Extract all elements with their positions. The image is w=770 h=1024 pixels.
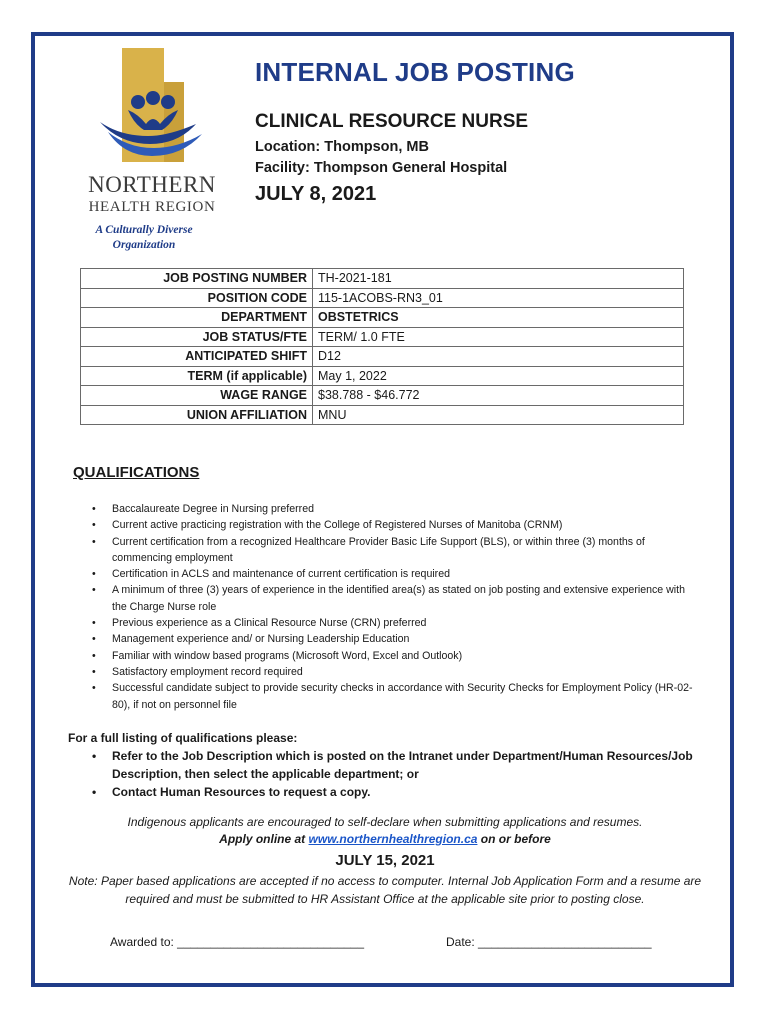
position-title: CLINICAL RESOURCE NURSE: [255, 111, 529, 132]
list-item: • Current active practicing registration with the College of Registered Nurses of Manitoba (CRNM): [92, 517, 702, 533]
table-row: ANTICIPATED SHIFT D12: [81, 347, 684, 367]
table-row: TERM (if applicable) May 1, 2022: [81, 366, 684, 386]
list-item: • Successful candidate subject to provide security checks in accordance with Security Checks for Employment Policy (HR-02-80), if not on personnel file: [92, 682, 693, 711]
table-row: DEPARTMENT OBSTETRICS: [81, 308, 684, 328]
table-row: JOB POSTING NUMBER TH-2021-181: [81, 269, 684, 289]
qualifications-list: [92, 501, 702, 713]
page-title: INTERNAL JOB POSTING: [255, 57, 575, 87]
logo-tagline: A Culturally Diverse Organization: [95, 224, 193, 251]
apply-link[interactable]: www.northernhealthregion.ca: [308, 832, 478, 846]
apply-online-line: Apply online at www.northernhealthregion.ca on or before: [219, 832, 551, 846]
manitoba-emblem-icon: [98, 44, 208, 172]
logo-name-line2: HEALTH REGION: [88, 199, 216, 215]
awarded-to-field: Awarded to: ____________________________: [110, 935, 365, 949]
table-row: WAGE RANGE $38.788 - $46.772: [81, 386, 684, 406]
list-item: • Contact Human Resources to request a copy.: [92, 785, 371, 799]
bullet-icon: •: [92, 633, 96, 646]
bullet-icon: •: [92, 568, 96, 581]
list-item: • Familiar with window based programs (Microsoft Word, Excel and Outlook): [92, 648, 702, 664]
bullet-icon: •: [92, 519, 96, 532]
bullet-icon: •: [92, 617, 96, 630]
list-item: • Baccalaureate Degree in Nursing preferred: [92, 501, 702, 517]
table-row: POSITION CODE 115-1ACOBS-RN3_01: [81, 288, 684, 308]
paper-application-note: Note: Paper based applications are accepted if no access to computer. Internal Job Application Form and a resume are required and must be submitted to HR Assistant Office at the applicable site prior to posting close.: [68, 874, 702, 906]
bullet-icon: •: [92, 535, 96, 548]
bullet-icon: •: [92, 682, 96, 695]
date-field: Date: __________________________: [446, 935, 652, 949]
list-item: • Current certification from a recognized Healthcare Provider Basic Life Support (BLS), or within three (3) months of commencing employment: [92, 535, 645, 564]
bullet-icon: •: [92, 584, 96, 597]
list-item: • Satisfactory employment record required: [92, 664, 702, 680]
indigenous-note: Indigenous applicants are encouraged to self-declare when submitting applications and resumes.: [127, 815, 643, 829]
list-item: • A minimum of three (3) years of experience in the identified area(s) as stated on job posting and extensive experience with the Charge Nurse role: [92, 584, 685, 613]
table-row: JOB STATUS/FTE TERM/ 1.0 FTE: [81, 327, 684, 347]
full-listing-intro: For a full listing of qualifications please:: [68, 731, 298, 745]
bullet-icon: •: [92, 749, 97, 763]
bullet-icon: •: [92, 785, 97, 799]
facility-text: Facility: Thompson General Hospital: [255, 160, 508, 176]
closing-date: JULY 15, 2021: [335, 852, 435, 869]
full-listing-list: [92, 747, 712, 801]
bullet-icon: •: [92, 649, 96, 662]
list-item: • Management experience and/ or Nursing Leadership Education: [92, 631, 702, 647]
list-item: • Previous experience as a Clinical Resource Nurse (CRN) preferred: [92, 615, 702, 631]
logo-name-line1: NORTHERN: [88, 172, 216, 197]
qualifications-heading: QUALIFICATIONS: [73, 464, 200, 481]
table-row: UNION AFFILIATION MNU: [81, 405, 684, 425]
list-item: • Refer to the Job Description which is posted on the Intranet under Department/Human Resources/Job Description, then select the applicable department; or: [92, 749, 693, 781]
posting-date: JULY 8, 2021: [255, 183, 377, 205]
bullet-icon: •: [92, 503, 96, 515]
job-details-table: [80, 268, 684, 425]
location-text: Location: Thompson, MB: [255, 139, 429, 155]
list-item: • Certification in ACLS and maintenance of current certification is required: [92, 566, 702, 582]
bullet-icon: •: [92, 665, 96, 678]
